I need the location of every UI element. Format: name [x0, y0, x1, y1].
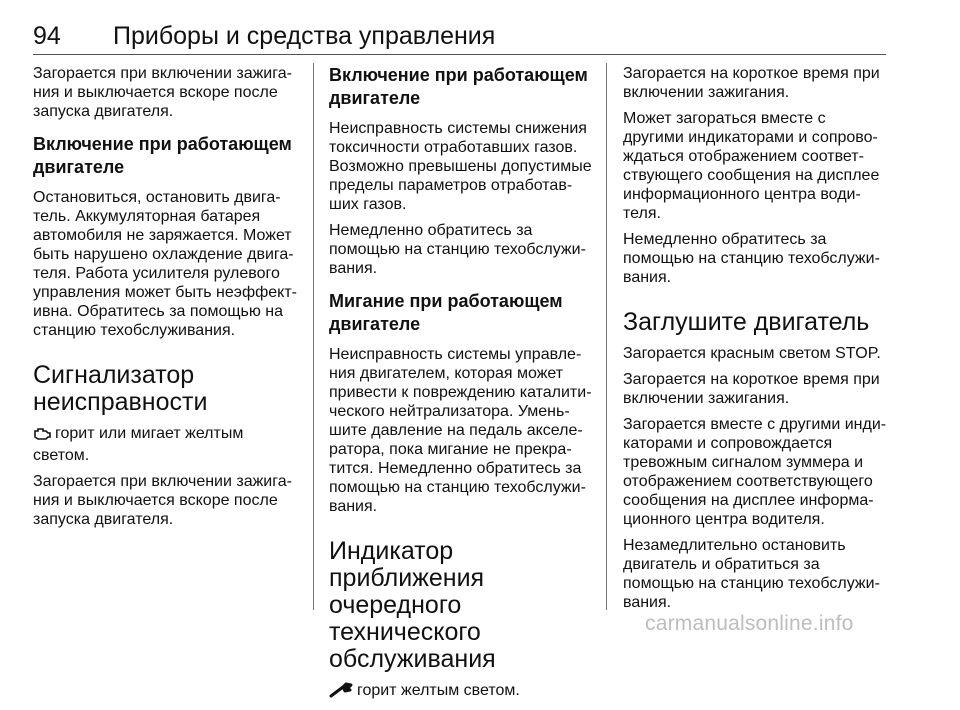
paragraph: Загорается вместе с другими инди-каторами и сопровождается тревожным сигналом зуммера и отображением соответствующего сообщения на дисплее информа-ционного центра водителя. [623, 416, 887, 528]
section-title: Индикатор приближения очередного технического обслуживания [329, 537, 496, 673]
paragraph: Загорается при включении зажига-ния и выключается вскоре после запуска двигателя. [33, 65, 292, 120]
column-divider [313, 63, 314, 610]
paragraph: Загорается на короткое время при включении зажигания. [623, 371, 880, 407]
paragraph: Незамедлительно остановить двигатель и обратиться за помощью на станцию техобслужи-вания. [623, 537, 880, 611]
paragraph-with-icon [329, 681, 595, 703]
section-heading: Включение при работающем двигателе [33, 134, 292, 177]
watermark: carmanualsonline.info [645, 612, 854, 635]
section-heading: Мигание при работающем двигателе [329, 291, 563, 334]
wrench-icon [329, 682, 353, 703]
column-divider [606, 63, 607, 610]
paragraph-text: горит желтым светом. [357, 682, 520, 699]
paragraph: Немедленно обратитесь за помощью на станцию техобслужи-вания. [623, 231, 880, 286]
section-title: Заглушите двигатель [623, 308, 870, 336]
column-1 [33, 64, 299, 536]
paragraph: Немедленно обратитесь за помощью на станцию техобслужи-вания. [329, 222, 586, 277]
column-3 [623, 64, 889, 619]
page-number: 94 [33, 22, 61, 50]
paragraph-text: горит или мигает желтым светом. [33, 425, 244, 464]
page-title: Приборы и средства управления [113, 22, 496, 50]
paragraph: Загорается на короткое время при включении зажигания. [623, 65, 880, 101]
section-heading: Включение при работающем двигателе [329, 65, 588, 108]
header-rule [33, 54, 886, 55]
section-title: Сигнализатор неисправности [33, 361, 208, 416]
engine-check-icon [33, 427, 51, 446]
paragraph: Неисправность системы снижения токсичности отработавших газов. Возможно превышены допустимые пределы параметров отработав-ших газов. [329, 120, 592, 213]
paragraph: Загорается красным светом STOP. [623, 345, 881, 362]
paragraph: Может загораться вместе с другими индикаторами и сопрово-ждаться отображением соответ-ствующего сообщения на дисплее информационного центра води-теля. [623, 110, 880, 222]
column-2 [329, 64, 595, 710]
paragraph: Загорается при включении зажига-ния и выключается вскоре после запуска двигателя. [33, 473, 292, 528]
paragraph-with-icon [33, 424, 299, 465]
page-header [0, 0, 960, 56]
paragraph: Неисправность системы управле-ния двигателем, которая может привести к повреждению каталити-ческого нейтрализатора. Умень-шите давление на педаль акселе-ратора, пока мигание не прекра-тится. Немедленно обратитесь за помощью на станцию техобслужи-вания. [329, 346, 592, 515]
paragraph: Остановиться, остановить двига-тель. Аккумуляторная батарея автомобиля не заряжается. Может быть нарушено охлаждение двига-теля. Работа усилителя рулевого управления может быть неэффект-ивна. Обратитесь за помощью на станцию техобслуживания. [33, 189, 298, 339]
